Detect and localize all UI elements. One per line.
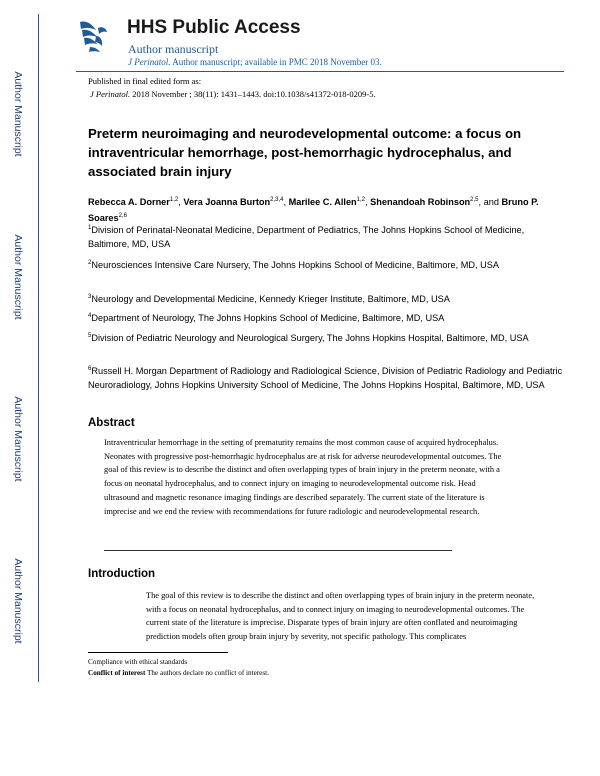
author-affiliation-marks: 2,5	[470, 197, 479, 203]
footnote-divider	[88, 652, 228, 653]
affiliation-item	[88, 310, 568, 326]
cite-rest: Author manuscript; available in PMC 2018 November 03.	[170, 57, 382, 67]
author-affiliation-marks: 2,3,4	[270, 197, 284, 203]
abstract-text: Intraventricular hemorrhage in the setting of prematurity remains the most common cause of acquired hydrocephalus. Neonates with progressive post-hemorrhagic hydrocephalus are at risk for adverse neurodevelopmental outcomes. The goal of this review is to describe the distinct and often overlapping types of brain injury in the preterm neonate, with a focus on neonatal hydrocephalus, and to connect injury on imaging to neurodevelopmental outcome risk. Head ultrasound and magnetic resonance imaging findings are described separately. The current state of the literature is imprecise and we end the review with recommendations for future radiologic and neurodevelopmental research.	[104, 438, 502, 516]
author-name: Vera Joanna Burton	[183, 197, 271, 207]
affiliation-number: 1	[88, 225, 92, 231]
published-in-line: Published in final edited form as:	[88, 76, 202, 86]
author-name: Bruno P. Soares	[88, 197, 539, 223]
affiliation-item	[88, 363, 568, 392]
article-title: Preterm neuroimaging and neurodevelopmental outcome: a focus on intraventricular hemorrhage, post-hemorrhagic hydrocephalus, and associated brain injury	[88, 126, 522, 179]
margin-label-3: Author Manuscript	[12, 396, 24, 482]
affiliation-item	[88, 291, 568, 307]
author-separator: ,	[178, 197, 184, 207]
affiliation-text: Russell H. Morgan Department of Radiology and Radiological Science, Division of Pediatric Radiology and Pediatric Neuroradiology, Johns Hopkins University School of Medicine, The Johns Hopkins Hospital, Baltimore, MD, USA	[88, 366, 563, 390]
cite-journal: J Perinatol.	[128, 57, 171, 67]
affiliation-number: 2	[88, 260, 92, 266]
header-divider	[76, 71, 564, 72]
margin-label-4: Author Manuscript	[12, 558, 24, 644]
publication-citation	[90, 89, 376, 99]
affiliation-text: Neurology and Developmental Medicine, Kennedy Krieger Institute, Baltimore, MD, USA	[91, 294, 450, 304]
author-list	[88, 193, 568, 225]
conflict-label: Conflict of interest	[88, 669, 146, 677]
hhs-public-access-title: HHS Public Access	[127, 17, 301, 38]
margin-rule	[38, 14, 39, 682]
author-name: Rebecca A. Dorner	[88, 197, 170, 207]
affiliation-text: Division of Pediatric Neurology and Neurological Surgery, The Johns Hopkins Hospital, Baltimore, MD, USA	[91, 333, 529, 343]
affiliation-number: 3	[88, 294, 92, 300]
author-manuscript-subtitle: Author manuscript	[128, 42, 219, 56]
pmc-availability-line	[128, 57, 382, 67]
affiliation-text: Division of Perinatal-Neonatal Medicine, Department of Pediatrics, The Johns Hopkins School of Medicine, Baltimore, MD, USA	[88, 225, 525, 249]
author-affiliation-marks: 2,6	[118, 213, 127, 219]
affiliation-text: Department of Neurology, The Johns Hopkins School of Medicine, Baltimore, MD, USA	[91, 313, 445, 323]
author-separator: , and	[478, 197, 502, 207]
author-separator: ,	[283, 197, 289, 207]
introduction-text: The goal of this review is to describe the distinct and often overlapping types of brain injury in the preterm neonate, with a focus on neonatal hydrocephalus, and to connect injury on imaging to neurodevelopmental outcomes. The current state of the literature is imprecise. Disparate types of brain injury are often conflated and neuroimaging prediction models often group brain injury by severity, not specific pathology. This complicates	[146, 591, 535, 642]
author-affiliation-marks: 1,2	[356, 197, 366, 203]
footnote-conflict	[88, 669, 269, 677]
introduction-heading: Introduction	[88, 568, 156, 580]
margin-label-1: Author Manuscript	[12, 71, 24, 157]
affiliation-text: Neurosciences Intensive Care Nursery, The Johns Hopkins School of Medicine, Baltimore, MD, USA	[91, 260, 499, 270]
affiliation-number: 5	[88, 333, 92, 339]
author-separator: ,	[365, 197, 371, 207]
affiliation-item	[88, 222, 568, 251]
margin-label-2: Author Manuscript	[12, 234, 24, 320]
pub-citation-rest: 2018 November ; 38(11): 1431–1443. doi:10.1038/s41372-018-0209-5.	[130, 89, 376, 99]
hhs-eagle-logo-icon	[76, 14, 110, 56]
affiliation-number: 4	[88, 313, 92, 319]
abstract-heading: Abstract	[88, 417, 135, 429]
author-name: Marilee C. Allen	[288, 197, 357, 207]
affiliation-item	[88, 330, 568, 346]
pub-journal: J Perinatol.	[90, 89, 131, 99]
conflict-text: The authors declare no conflict of interest.	[145, 669, 269, 677]
author-name: Shenandoah Robinson	[370, 197, 471, 207]
footnote-compliance: Compliance with ethical standards	[88, 658, 188, 666]
affiliation-number: 6	[88, 366, 92, 372]
affiliation-item	[88, 257, 568, 273]
abstract-divider	[104, 550, 452, 551]
author-affiliation-marks: 1,2	[169, 197, 179, 203]
